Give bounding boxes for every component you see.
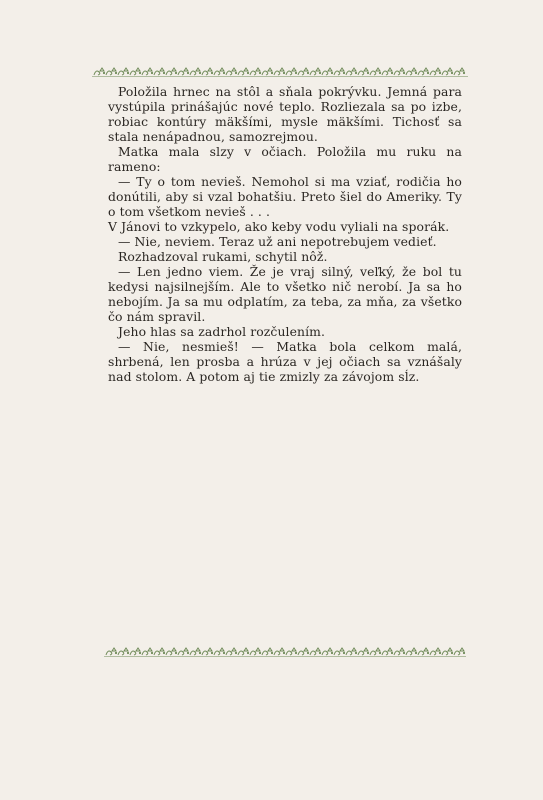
floral-ornament-top-icon [92,66,468,78]
paragraph: Položila hrnec na stôl a sňala pokrývku. Jemná para vystúpila prinášajúc nové teplo. Rozliezala sa po izbe, robiac kontúry mäkšími, mysle mäkšími. Tichosť sa stala nenápadnou, samozrejmou. [108,84,462,144]
paragraph: Matka mala slzy v očiach. Položila mu ruku na rameno: [108,144,462,174]
paragraph: V Jánovi to vzkypelo, ako keby vodu vyliali na sporák. [108,219,450,234]
body-text [108,84,462,384]
ornament-border-bottom [104,646,466,658]
paragraph: — Nie, neviem. Teraz už ani nepotrebujem vedieť. [118,234,437,249]
ornament-border-top [92,66,468,78]
paragraph: Rozhadzoval rukami, schytil nôž. [118,249,328,264]
paragraph: Jeho hlas sa zadrhol rozčulením. [118,324,326,339]
paragraph: — Nie, nesmieš! — Matka bola celkom malá, shrbená, len prosba a hrúza v jej očiach sa vznášaly nad stolom. A potom aj tie zmizly za závojom sĺz. [108,339,462,384]
paragraph: — Ty o tom nevieš. Nemohol si ma vziať, rodičia ho donútili, aby si vzal bohatšiu. Preto šiel do Ameriky. Ty o tom všetkom nevieš . . . [108,174,462,219]
floral-ornament-bottom-icon [104,646,466,658]
paragraph: — Len jedno viem. Že je vraj silný, veľký, že bol tu kedysi najsilnejším. Ale to všetko nič nerobí. Ja sa ho nebojím. Ja sa mu odplatím, za teba, za mňa, za všetko čo nám spravil. [108,264,462,324]
